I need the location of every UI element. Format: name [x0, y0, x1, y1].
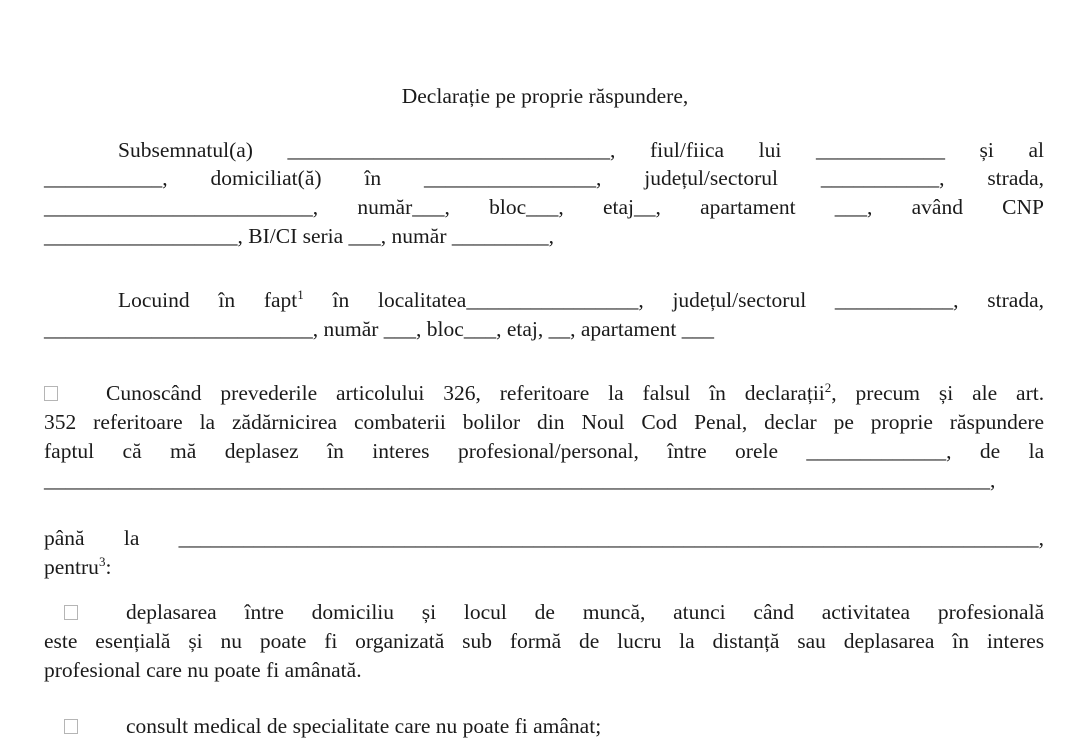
- word: _____________,: [806, 439, 952, 463]
- word: fi: [324, 629, 338, 653]
- option1-line-3: profesional care nu poate fi amânată.: [44, 658, 362, 682]
- word: falsul: [642, 381, 691, 405]
- word: 326,: [443, 381, 481, 405]
- declaration-line-1: Cunoscând prevederile articolului 326, referitoare la falsul în declarații$^2$, precum și ale art.: [44, 379, 1044, 407]
- word: strada,: [987, 166, 1045, 190]
- word: de: [579, 629, 600, 653]
- word: și: [421, 600, 437, 624]
- word: referitoare: [93, 410, 183, 434]
- word: profesional/personal,: [457, 439, 639, 463]
- word: proprie: [870, 410, 933, 434]
- word: din: [537, 410, 565, 434]
- word: sau: [797, 629, 826, 653]
- word: domiciliu: [311, 600, 395, 624]
- word: că: [122, 439, 142, 463]
- word: în: [332, 288, 350, 312]
- word: între: [244, 600, 284, 624]
- word: la: [1028, 439, 1045, 463]
- word: ___________,: [820, 166, 945, 190]
- word: bolilor: [462, 410, 521, 434]
- word: ______________________________, fiul/fiica: [287, 138, 725, 162]
- word: în: [952, 629, 969, 653]
- footnote-ref-2: 2: [824, 380, 832, 395]
- option1-line-2: [44, 627, 1044, 655]
- word: între: [667, 439, 707, 463]
- word: esențială: [95, 629, 171, 653]
- word: profesională: [937, 600, 1045, 624]
- word: și: [188, 629, 203, 653]
- word: ale: [972, 381, 998, 405]
- residence-line-1: Locuind în fapt$^1$ în localitatea________________, județul/sectorul ___________, strada,: [118, 287, 1044, 312]
- word: având: [911, 195, 963, 219]
- word: prevederile: [220, 381, 318, 405]
- option1-checkbox[interactable]: [64, 605, 78, 620]
- word: combaterii: [353, 410, 446, 434]
- word: lui: [758, 138, 782, 162]
- declaration-line-5: [44, 524, 1044, 552]
- word: număr___,: [357, 195, 450, 219]
- word: art.: [1016, 381, 1045, 405]
- identity-line-2: [44, 164, 1044, 192]
- word: ___,: [834, 195, 873, 219]
- word: Noul: [581, 410, 625, 434]
- word: la: [199, 410, 216, 434]
- word: județul/sectorul: [672, 288, 807, 312]
- word: și: [938, 381, 954, 405]
- declaration-checkbox[interactable]: [44, 386, 58, 401]
- word: deplasez: [224, 439, 299, 463]
- word: faptul: [44, 439, 95, 463]
- word: în: [327, 439, 344, 463]
- option2-line-1: consult medical de specialitate care nu poate fi amânat;: [64, 712, 1064, 740]
- word: organizată: [355, 629, 445, 653]
- word: declar: [764, 410, 817, 434]
- residence-line-2: _________________________, număr ___, bloc___, etaj, __, apartament ___: [44, 317, 714, 341]
- word: _________________________,: [44, 195, 319, 219]
- word: nu: [220, 629, 242, 653]
- word: etaj__,: [602, 195, 661, 219]
- word: zădărnicirea: [232, 410, 338, 434]
- word: locul: [463, 600, 507, 624]
- word: orele: [735, 439, 778, 463]
- word: la: [679, 629, 695, 653]
- word: deplasarea: [843, 629, 935, 653]
- word: ________________________________________________________________________________,: [178, 526, 1044, 550]
- word: la: [123, 526, 140, 550]
- word: CNP: [1002, 195, 1044, 219]
- identity-line-4: __________________, BI/CI seria ___, număr _________,: [44, 224, 554, 248]
- declaration-line-3: [44, 437, 1044, 465]
- word: sub: [462, 629, 493, 653]
- word: Penal,: [694, 410, 748, 434]
- word: articolului: [335, 381, 425, 405]
- word: bloc___,: [489, 195, 564, 219]
- word: ___________,: [44, 166, 168, 190]
- word: formă: [509, 629, 562, 653]
- word: referitoare: [499, 381, 590, 405]
- word: la: [608, 381, 624, 405]
- word: județul/sectorul: [644, 166, 778, 190]
- word: în: [364, 166, 382, 190]
- footnote-ref-1: 1: [297, 287, 304, 302]
- word: domiciliat(ă): [210, 166, 322, 190]
- word: până: [44, 526, 85, 550]
- word: lucru: [617, 629, 662, 653]
- word: precum: [855, 381, 920, 405]
- word: activitatea: [821, 600, 911, 624]
- word: distanță: [712, 629, 780, 653]
- document-title: Declarație pe proprie răspundere,: [401, 84, 689, 108]
- word: 352: [44, 410, 77, 434]
- word: strada,: [987, 288, 1044, 312]
- word: Cod: [641, 410, 678, 434]
- word: al: [1028, 138, 1044, 162]
- word: interes: [372, 439, 430, 463]
- word: Subsemnatul(a): [118, 138, 253, 162]
- declaration-line-6: pentru$^3$:: [44, 554, 112, 579]
- identity-line-3: [44, 193, 1044, 221]
- identity-line-1: [118, 136, 1044, 164]
- word: apartament: [700, 195, 796, 219]
- word: mă: [170, 439, 197, 463]
- footnote-ref-3: 3: [98, 554, 106, 569]
- word: când: [753, 600, 795, 624]
- declaration-line-2: [44, 408, 1044, 436]
- word: în: [709, 381, 726, 405]
- word: este: [44, 629, 78, 653]
- word: localitatea________________,: [377, 288, 644, 312]
- word: și: [979, 138, 994, 162]
- word: poate: [259, 629, 307, 653]
- word: interes: [986, 629, 1045, 653]
- declaration-line-4: ________________________________________________________________________________________,: [44, 468, 996, 492]
- word: de: [979, 439, 1001, 463]
- word: muncă,: [582, 600, 646, 624]
- option1-line-1: deplasarea între domiciliu și locul de muncă, atunci când activitatea profesională: [44, 598, 1044, 626]
- word: ___________,: [834, 288, 959, 312]
- word: pe: [833, 410, 854, 434]
- word: răspundere: [949, 410, 1045, 434]
- word: de: [534, 600, 555, 624]
- word: ____________: [815, 138, 945, 162]
- word: atunci: [673, 600, 726, 624]
- word: ________________,: [423, 166, 602, 190]
